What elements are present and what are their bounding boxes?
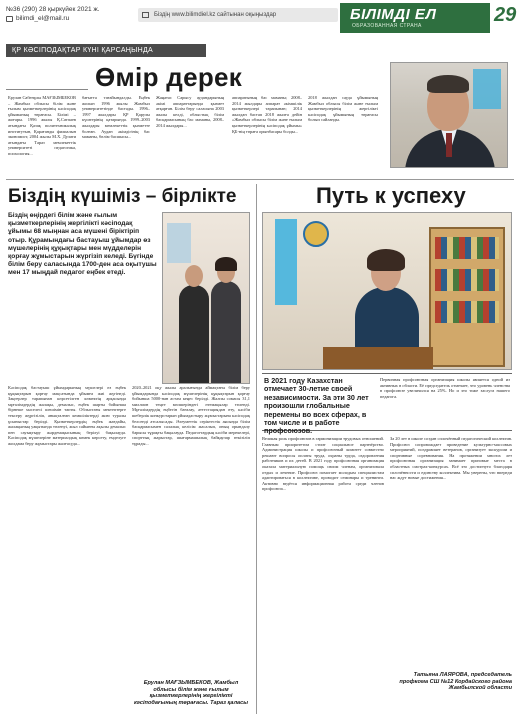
email-link[interactable]: bilimdi_el@mail.ru xyxy=(16,15,70,22)
books-row xyxy=(435,301,499,323)
obit-column-1: Ерулан Сабенұлы МАҒЗЫМБЕКОВ – Жамбыл облысы білім және ғылым қызметкерлерінің кәсіподақ ұйымының төрағасы. Білімі – жоғары. 1996 жылы Қ.Сатпаев атындағы Қазақ политехникалық институтын, Қарағанды филиалын экономист, 2004 жылы М.Х. Дулати атындағы Тараз мемлекеттік университеті педагогика, психология... xyxy=(8,95,76,156)
emblem-shape xyxy=(303,221,329,247)
obit-title: Өмір дерек xyxy=(95,62,243,92)
page-header xyxy=(0,0,520,38)
issue-info xyxy=(6,5,100,23)
obit-column-2: бағытта тағайындалды. Еңбек жолын 1996 жылы Жамбыл университетінде бастады. 1996–1997 жылдары ҚР Қарулы күштерінің қатарында. 1999–2003 жылдары мемлекеттік қызметте болған. Аудан әкімдігінің бас маманы, бөлім басшысы... xyxy=(82,95,150,140)
article-2-title: Путь к успеху xyxy=(316,183,466,208)
person-left-head xyxy=(185,265,203,287)
email-icon xyxy=(6,16,13,22)
flag-shape xyxy=(473,69,501,109)
issue-number: №36 (290) 28 қыркүйек 2021 ж. xyxy=(6,6,100,13)
callout-highlight: В 2021 году Казахстан отмечает 30-летие своей независимости. За эти 30 лет произошли глобальные перемены во всех сферах, в том числе и в работе профсоюзов. xyxy=(264,376,369,436)
laptop-icon xyxy=(142,12,149,18)
article-1-title: Біздің күшіміз – бірлікте xyxy=(8,186,237,207)
books-row xyxy=(435,269,499,291)
article-2-column-a: Великая роль профсоюзов в гармонизации трудовых отношений. Главным приоритетом стоит социальное партнёрство. Администрация школы и профсоюзный комитет совместно решают вопросы оплаты труда, охраны труда, оздоровления работников и их детей. В 2021 году профсоюзная организация оказала материальную помощь своим членам, организовала отдых и лечение. Профсоюз помогает молодым специалистам адаптироваться в коллективе, проводит семинары и тренинги. Активно ведётся информационная работа среди членов профсоюза... xyxy=(262,436,384,492)
desk-shape xyxy=(323,347,433,370)
flag-shape xyxy=(275,219,297,305)
article-2-column-b: За 20 лет в школе создан сплочённый педагогический коллектив. Профсоюз сопровождает проведение культурно-массовых мероприятий, поздравляет ветеранов, организует экскурсии и спортивные соревнования. На протяжении многих лет профсоюзная организация занимает призовые места в областных смотрах-конкурсах. Всё это достигнуто благодаря сплочённости и единству коллектива. Мы уверены, что впереди нас ждут новые достижения... xyxy=(390,436,512,481)
section-banner: ҚР КӘСІПОДАҚТАР КҮНІ ҚАРСАҢЫНДА xyxy=(6,44,206,57)
horizontal-divider xyxy=(6,179,514,180)
article-1-signature: Ерулан МАҒЗЫМБЕКОВ, Жамбыл облысы білім және ғылым қызметкерлерінің жергілікті кәсіподағының төрағасы. Тараз қаласы xyxy=(133,680,249,706)
person-right-hair xyxy=(215,257,237,271)
portrait-photo xyxy=(390,62,508,168)
hair-shape xyxy=(427,75,469,93)
article-1-column-b: 2020–2021 оқу жылы аралығында аймақтағы білім беру ұйымдарында кәсіподақ мүшелерінің құқықтарын қорғау бойынша 5000-нан астам кеңес берілді. Жалпы сомасы 31,1 миллион теңге мөлшеріндегі өтемақылар төленді. Мұғалімдердің еңбегін бағалау, аттестациядан өту, кәсіби шеберлік конкурстарын ұйымдастыру жұмыстарына кәсіподақ белсенді атсалысады. Әлеуметтік серіктестік аясында білім басқармасымен салалық келісім жасалып, оның орындалу барысы тұрақты бақылауда. Педагогтардың кәсіби мерекелері, спорттық жарыстар, шығармашылық байқаулар өткізіліп тұрады... xyxy=(132,385,250,446)
obit-column-5: 2018 жылдан сауда ұйымының Жамбыл облысы білім және ғылым қызметкерлерінің жергілікті кәсіподақ ұйымының төрағасы болып сайланды. xyxy=(308,95,378,123)
article-2-photo xyxy=(262,212,512,370)
article-1-photo xyxy=(162,212,250,384)
window-shape xyxy=(167,223,191,263)
obit-column-3: Жаңатас Сарысу аудандарының әкімі аппараттарында қызмет атқарған. Білім беру саласына 2003 жылы келді, облыстық білім басқармасының бас маманы, 2008–2014 жылдары... xyxy=(156,95,224,128)
website-note: Біздің www.bilimdiel.kz сайтынан оқыңыздар xyxy=(154,12,277,18)
vertical-divider xyxy=(256,184,257,714)
callout-text: Первичная профсоюзная организация школы является одной из активных в области. Её председатель отмечает, что уровень членства в профсоюзе увеличился на 25%. Но и это тоже заслуга нашего педагога. xyxy=(380,377,510,399)
article-2-signature: Татьяна ЛАЯРОВА, председатель профкома СШ №12 Кордайского района Жамбылской области xyxy=(399,672,512,692)
person-hair xyxy=(367,249,405,271)
brand-tagline: ОБРАЗОВАННАЯ СТРАНА xyxy=(352,23,422,29)
obit-column-4: аппаратының бас маманы; 2008–2014 жылдары аппарат әкімшілік қызметкерлері тарапынан; 2014 жылдан бастап 2018 жылға дейін «Жамбыл облысы білім және ғылым қызметкерлерінің кәсіподақ ұйымы» ҚБ-нің төраға орынбасары болды... xyxy=(232,95,302,134)
books-row xyxy=(435,237,499,259)
divider xyxy=(6,64,88,90)
article-1-column-a: Кәсіподақ бастауыш ұйымдарының мүшелері өз еңбек құқықтарын қорғау мақсатында ұйымға жиі жүгінеді. Заңгерлер тарапынан көрсетілген көмектің арқасында мұғалімдердің жалақы, демалыс, еңбек шарты бойынша бірнеше мәселесі шешімін тапты. Облыстағы мектептерге тексеру жүргізіліп, анықталған кемшіліктерді жою туралы ұсыныстар берілді. Қызметкерлердің еңбек жағдайы, жалақының уақытында төленуі, жыл сайынғы ақылы демалыс пен сауықтыру жәрдемақысының берілуі бақылауда. Кәсіподақ мүшелеріне материалдық көмек көрсету, емделуге жолдама беру жұмыстары жалғасуда... xyxy=(8,385,126,446)
article-1-lead: Біздің өңірдегі білім және ғылым қызметкерлерінің жергілікті кәсіподақ ұйымы 68 мыңнан аса мүшені біріктіріп отыр. Құрамындағы бастауыш ұйымдар өз мүшелерінің құқықтары мен мүдделерін қорғау жұмыстарын жүргізіп келеді. Бүгінде білім беру саласында 1700-ден аса оқытушы мен 17 мыңдай педагог еңбек етеді. xyxy=(8,212,157,277)
article-2-callout xyxy=(262,373,512,436)
person-right-body xyxy=(211,281,241,384)
brand-logo xyxy=(340,3,490,33)
person-left-body xyxy=(179,285,209,384)
page-number: 29 xyxy=(494,4,517,26)
website-strip[interactable] xyxy=(138,8,338,22)
brand-name: БІЛІМДІ ЕЛ xyxy=(350,6,437,23)
tie-shape xyxy=(446,133,452,157)
